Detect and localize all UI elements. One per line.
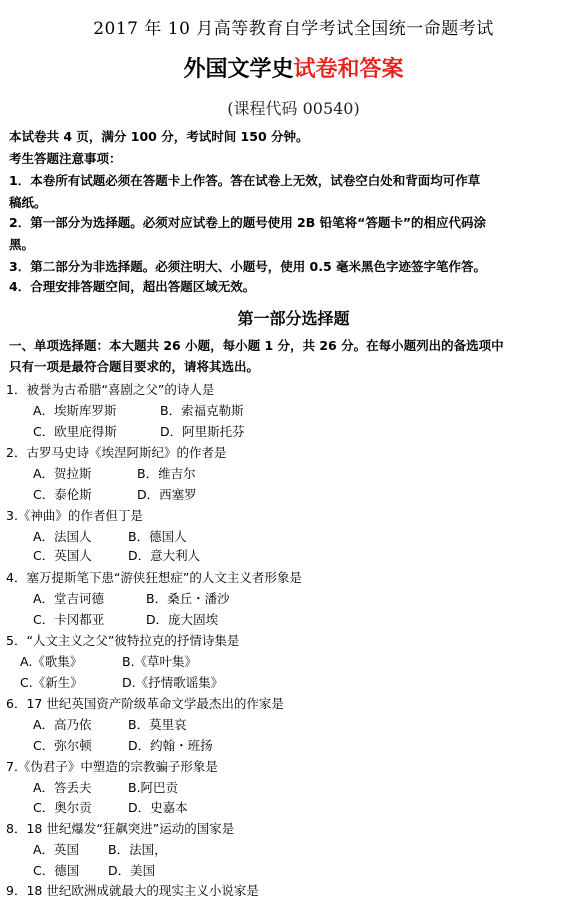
question-text: 9．18 世纪欧洲成就最大的现实主义小说家是: [6, 883, 259, 898]
option-c: C．奥尔贡: [33, 800, 92, 815]
paper-title-subject: 外国文学史: [183, 56, 294, 82]
option-a: A．法国人: [33, 529, 92, 544]
question-text: 5．“人文主义之父”彼特拉克的抒情诗集是: [6, 633, 240, 648]
option-a: A．堂吉诃德: [33, 591, 105, 606]
option-b: B．桑丘・潘沙: [146, 591, 230, 606]
option-d: D．意大利人: [128, 548, 201, 563]
option-d: D．庞大固埃: [146, 612, 219, 627]
option-c: C.《新生》: [20, 675, 83, 690]
option-b: B.阿巴贡: [128, 780, 179, 795]
option-c: C．欧里庇得斯: [33, 424, 117, 439]
option-d: D．西塞罗: [137, 487, 197, 502]
option-a: A．高乃依: [33, 717, 92, 732]
note-line: 稿纸。: [9, 195, 47, 210]
option-d: D．约翰・班扬: [128, 738, 213, 753]
option-c: C．英国人: [33, 548, 92, 563]
option-a: A．答丢夫: [33, 780, 92, 795]
note-line: 黑。: [9, 237, 35, 252]
course-code: (课程代码 00540): [227, 99, 360, 118]
option-c: C．卡冈都亚: [33, 612, 105, 627]
section-intro: 只有一项是最符合题目要求的，请将其选出。: [9, 359, 260, 374]
option-d: D．阿里斯托芬: [160, 424, 245, 439]
note-line: 1．本卷所有试题必须在答题卡上作答。答在试卷上无效，试卷空白处和背面均可作草: [9, 173, 481, 188]
option-a: A．贺拉斯: [33, 466, 92, 481]
question-text: 6．17 世纪英国资产阶级革命文学最杰出的作家是: [6, 696, 284, 711]
option-b: B.《草叶集》: [122, 654, 198, 669]
part-title: 第一部分选择题: [237, 309, 350, 328]
question-text: 7.《伪君子》中塑造的宗教骗子形象是: [6, 759, 218, 774]
note-line: 考生答题注意事项：: [9, 151, 122, 166]
question-text: 8．18 世纪爆发“狂飙突进”运动的国家是: [6, 821, 235, 836]
option-b: B．莫里哀: [128, 717, 187, 732]
exam-title: 2017 年 10 月高等教育自学考试全国统一命题考试: [93, 19, 494, 39]
option-b: B．维吉尔: [137, 466, 196, 481]
option-d: D.《抒情歌谣集》: [122, 675, 224, 690]
option-d: D．史嘉本: [128, 800, 188, 815]
paper-title: [0, 52, 587, 83]
option-a: A．英国: [33, 842, 80, 857]
question-text: 4．塞万提斯笔下患“游侠狂想症”的人文主义者形象是: [6, 570, 302, 585]
note-line: 本试卷共 4 页，满分 100 分，考试时间 150 分钟。: [9, 129, 309, 144]
option-b: B．德国人: [128, 529, 187, 544]
option-c: C．弥尔顿: [33, 738, 92, 753]
option-a: A.《歌集》: [20, 654, 83, 669]
option-c: C．泰伦斯: [33, 487, 92, 502]
option-a: A．埃斯库罗斯: [33, 403, 117, 418]
option-b: B．索福克勒斯: [160, 403, 244, 418]
note-line: 3．第二部分为非选择题。必须注明大、小题号，使用 0.5 毫米黑色字迹签字笔作答。: [9, 259, 487, 274]
note-line: 2．第一部分为选择题。必须对应试卷上的题号使用 2B 铅笔将“答题卡”的相应代码涂: [9, 215, 487, 230]
question-text: 3.《神曲》的作者但丁是: [6, 508, 143, 523]
option-d: D．美国: [108, 863, 156, 878]
question-text: 1．被誉为古希腊“喜剧之父”的诗人是: [6, 382, 215, 397]
paper-title-suffix: 试卷和答案: [293, 56, 404, 82]
question-text: 2．古罗马史诗《埃涅阿斯纪》的作者是: [6, 445, 227, 460]
note-line: 4．合理安排答题空间，超出答题区域无效。: [9, 279, 256, 294]
section-intro: 一、单项选择题：本大题共 26 小题，每小题 1 分，共 26 分。在每小题列出的备选项中: [9, 338, 504, 353]
option-b: B．法国，: [108, 842, 167, 857]
option-c: C．德国: [33, 863, 80, 878]
